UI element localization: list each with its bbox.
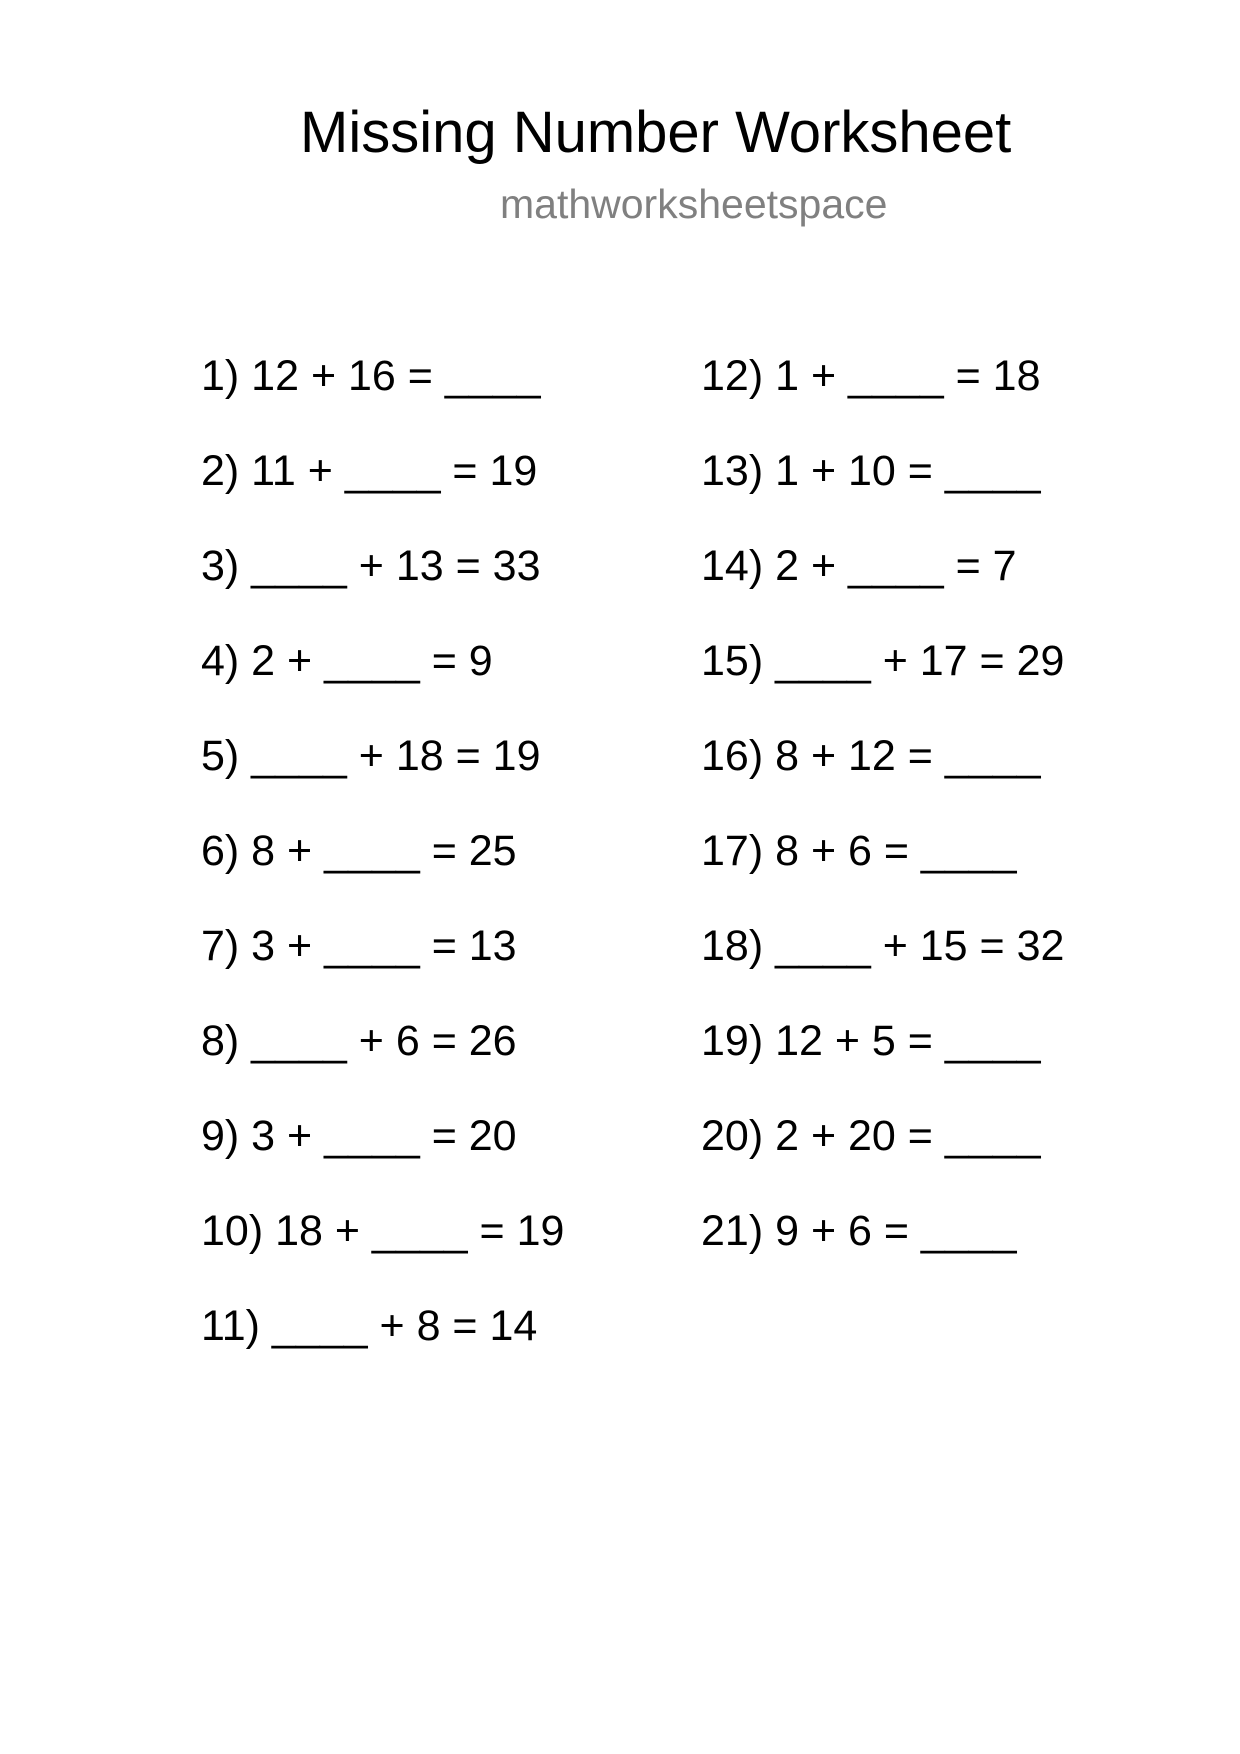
- problem-21: 21) 9 + 6 = ____: [701, 1207, 1017, 1255]
- problem-3: 3) ____ + 13 = 33: [201, 542, 541, 590]
- worksheet-source: mathworksheetspace: [500, 181, 888, 227]
- problem-13: 13) 1 + 10 = ____: [701, 447, 1041, 495]
- problem-1: 1) 12 + 16 = ____: [201, 352, 541, 400]
- problem-14: 14) 2 + ____ = 7: [701, 542, 1017, 590]
- problem-6: 6) 8 + ____ = 25: [201, 827, 517, 875]
- problem-8: 8) ____ + 6 = 26: [201, 1017, 517, 1065]
- problem-12: 12) 1 + ____ = 18: [701, 352, 1041, 400]
- problem-4: 4) 2 + ____ = 9: [201, 637, 493, 685]
- problem-19: 19) 12 + 5 = ____: [701, 1017, 1041, 1065]
- problem-2: 2) 11 + ____ = 19: [201, 447, 538, 495]
- problem-11: 11) ____ + 8 = 14: [201, 1302, 538, 1350]
- problem-20: 20) 2 + 20 = ____: [701, 1112, 1041, 1160]
- problem-column-right: [701, 346, 1064, 1296]
- problem-column-left: [201, 346, 564, 1391]
- problem-15: 15) ____ + 17 = 29: [701, 637, 1065, 685]
- problem-18: 18) ____ + 15 = 32: [701, 922, 1065, 970]
- problem-16: 16) 8 + 12 = ____: [701, 732, 1041, 780]
- problem-7: 7) 3 + ____ = 13: [201, 922, 517, 970]
- worksheet-title: Missing Number Worksheet: [300, 100, 1012, 165]
- problem-10: 10) 18 + ____ = 19: [201, 1207, 565, 1255]
- problem-9: 9) 3 + ____ = 20: [201, 1112, 517, 1160]
- problem-5: 5) ____ + 18 = 19: [201, 732, 541, 780]
- problem-17: 17) 8 + 6 = ____: [701, 827, 1017, 875]
